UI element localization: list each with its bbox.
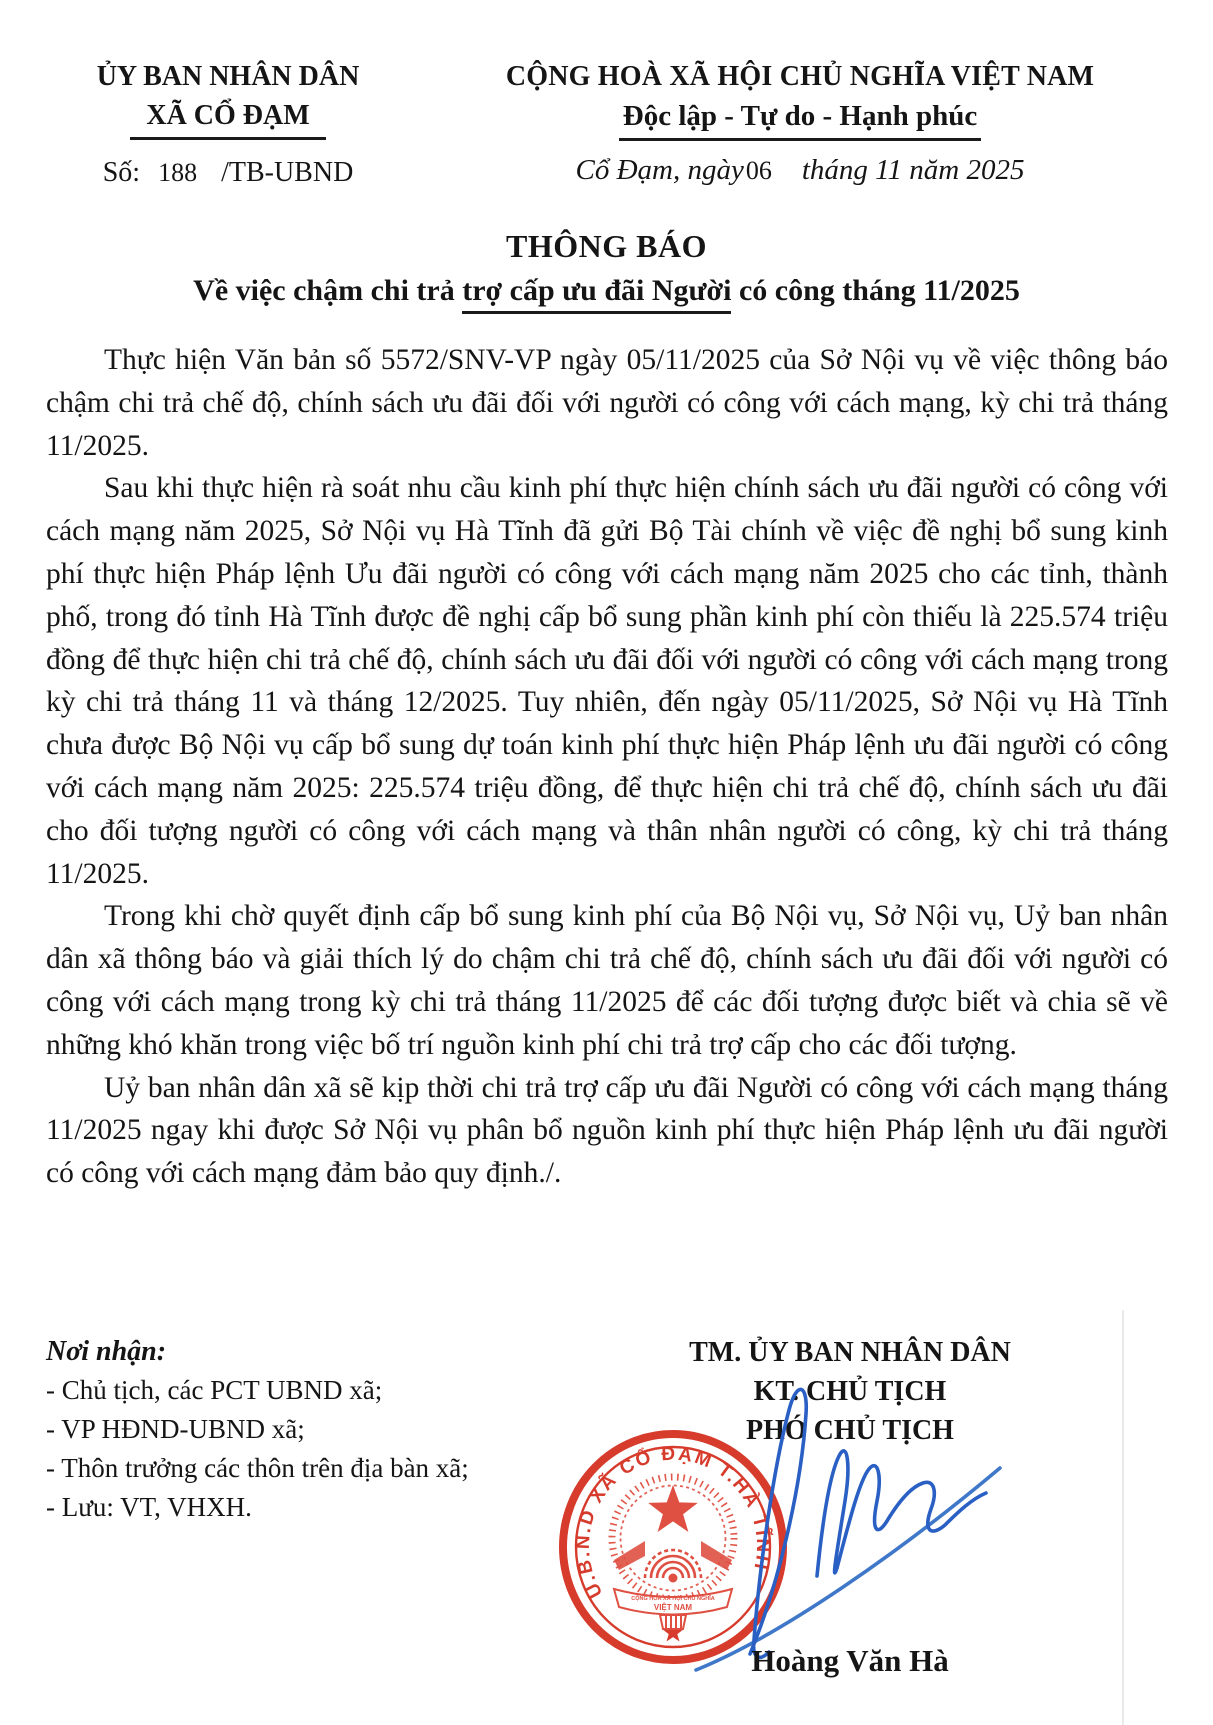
- sign-position-line: PHÓ CHỦ TỊCH: [746, 1415, 954, 1446]
- subtitle-pre: Về việc chậm chi trả: [193, 274, 463, 307]
- signer-name: Hoàng Văn Hà: [751, 1643, 949, 1678]
- date-day: 06: [745, 156, 772, 185]
- date-place: Cổ Đạm, ngày: [575, 154, 744, 186]
- national-motto: Độc lập - Tự do - Hạnh phúc: [619, 96, 982, 141]
- paragraph: Sau khi thực hiện rà soát nhu cầu kinh phí thực hiện chính sách ưu đãi người có công với cách mạng năm 2025, Sở Nội vụ Hà Tĩnh đã gửi Bộ Tài chính về việc đề nghị bổ sung kinh phí thực hiện Pháp lệnh Ưu đãi người có công với cách mạng năm 2025 cho các tỉnh, thành phố, trong đó tỉnh Hà Tĩnh được đề nghị cấp bổ sung phần kinh phí còn thiếu là 225.574 triệu đồng để thực hiện chi trả chế độ, chính sách ưu đãi đối với người có công với cách mạng trong kỳ chi trả tháng 11 và tháng 12/2025. Tuy nhiên, đến ngày 05/11/2025, Sở Nội vụ Hà Tĩnh chưa được Bộ Nội vụ cấp bổ sung dự toán kinh phí thực hiện Pháp lệnh ưu đãi người có công với cách mạng năm 2025: 225.574 triệu đồng, để thực hiện chi trả chế độ, chính sách ưu đãi cho đối tượng người có công với cách mạng và thân nhân người có công, kỳ chi trả tháng 11/2025.: [46, 472, 1168, 890]
- recipient-item: - VP HĐND-UBND xã;: [46, 1414, 305, 1444]
- title-block: [0, 226, 1213, 314]
- paragraph: Thực hiện Văn bản số 5572/SNV-VP ngày 05/11/2025 của Sở Nội vụ về việc thông báo chậm chi trả chế độ, chính sách ưu đãi đối với người có công với cách mạng, kỳ chi trả tháng 11/2025.: [46, 344, 1168, 462]
- national-heading-block: [430, 58, 1170, 187]
- paragraph: Uỷ ban nhân dân xã sẽ kịp thời chi trả trợ cấp ưu đãi Người có công với cách mạng tháng 11/2025 ngay khi được Sở Nội vụ phân bổ nguồn kinh phí thực hiện Pháp lệnh ưu đãi người có công với cách mạng đảm bảo quy định./.: [46, 1071, 1168, 1190]
- issuer-name-line2-wrap: [44, 96, 412, 140]
- sign-authority-line: TM. ỦY BAN NHÂN DÂN: [689, 1337, 1011, 1368]
- national-motto-wrap: [430, 96, 1170, 141]
- document-subtitle: [0, 272, 1213, 314]
- place-date-line: [430, 154, 1170, 187]
- national-title: CỘNG HOÀ XÃ HỘI CHỦ NGHĨA VIỆT NAM: [505, 61, 1095, 92]
- document-number-line: [44, 157, 412, 189]
- document-number-prefix: Số:: [102, 157, 141, 188]
- issuer-block: [44, 58, 412, 189]
- subtitle-underlined: trợ cấp ưu đãi Người: [462, 272, 731, 314]
- document-number: 188: [158, 158, 198, 187]
- recipient-item: - Thôn trưởng các thôn trên địa bàn xã;: [46, 1453, 469, 1483]
- sign-onbehalf-line: KT. CHỦ TỊCH: [753, 1376, 947, 1407]
- scan-edge-artifact: [1122, 1310, 1124, 1725]
- issuer-name-line2: XÃ CỔ ĐẠM: [130, 96, 325, 140]
- document-title: THÔNG BÁO: [506, 228, 707, 264]
- document-number-suffix: /TB-UBND: [221, 157, 354, 188]
- handwritten-signature: [600, 1340, 1020, 1680]
- recipient-item: - Chủ tịch, các PCT UBND xã;: [46, 1375, 383, 1405]
- recipient-item: - Lưu: VT, VHXH.: [46, 1492, 252, 1522]
- recipients-block: [46, 1332, 606, 1527]
- issuer-name-line1: ỦY BAN NHÂN DÂN: [96, 61, 360, 92]
- seal-banner-small-text: CỘNG HOÀ XÃ HỘI CHỦ NGHĨA: [631, 1596, 715, 1602]
- body-text: [46, 339, 1168, 1195]
- seal-banner-text: VIỆT NAM: [653, 1603, 693, 1612]
- seal-ring-text: U.B.N.D XÃ CỔ ĐẠM T.HÀ TĨNH: [572, 1443, 774, 1602]
- date-rest: tháng 11 năm 2025: [801, 154, 1025, 186]
- recipients-heading: Nơi nhận:: [46, 1336, 167, 1367]
- paragraph: Trong khi chờ quyết định cấp bổ sung kinh phí của Bộ Nội vụ, Sở Nội vụ, Uỷ ban nhân dân xã thông báo và giải thích lý do chậm chi trả chế độ, chính sách ưu đãi đối với người có công với cách mạng trong kỳ chi trả tháng 11/2025 để các đối tượng được biết và chia sẽ về những khó khăn trong việc bố trí nguồn kinh phí chi trả trợ cấp cho các đối tượng.: [46, 900, 1168, 1061]
- subtitle-post: có công tháng 11/2025: [731, 274, 1020, 307]
